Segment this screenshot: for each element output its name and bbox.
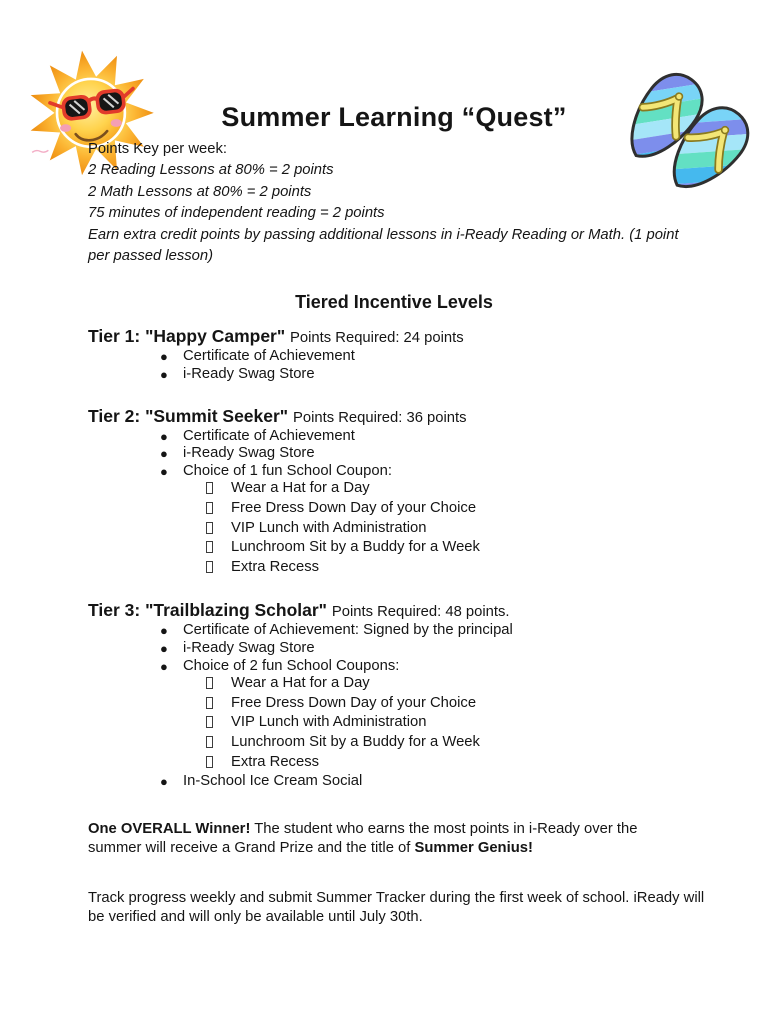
tier-1-name: Tier 1: "Happy Camper" — [88, 326, 286, 347]
coupon-label: Free Dress Down Day of your Choice — [231, 694, 477, 711]
list-item-label: Certificate of Achievement: Signed by the principal — [183, 622, 513, 639]
bullet-icon: ● — [160, 658, 168, 674]
bullet-icon: ● — [160, 446, 168, 462]
document-page — [88, 0, 708, 942]
missing-glyph-icon — [206, 695, 231, 715]
missing-glyph-icon — [206, 675, 231, 695]
tier-2-heading — [88, 406, 708, 428]
points-key-line: 2 Reading Lessons at 80% = 2 points — [88, 162, 334, 179]
bullet-icon: ● — [160, 463, 168, 479]
list-item-label: Certificate of Achievement — [183, 427, 355, 444]
tier-2-name: Tier 2: "Summit Seeker" — [88, 405, 289, 426]
sun-cheek-left — [60, 124, 71, 132]
tier-3-name: Tier 3: "Trailblazing Scholar" — [88, 600, 327, 621]
section-heading-tiered-incentive-levels: Tiered Incentive Levels — [295, 292, 493, 313]
coupon-list-item — [88, 520, 708, 540]
coupon-list-item — [88, 559, 708, 579]
coupon-list-item — [88, 539, 708, 559]
coupon-list-item — [88, 480, 708, 500]
list-item — [88, 640, 708, 658]
coupon-label: Wear a Hat for a Day — [231, 675, 370, 692]
tier-2-points-required: Points Required: 36 points — [292, 409, 467, 426]
points-key-line: Earn extra credit points by passing additional lessons in i-Ready Reading or Math. (1 point per passed lesson) — [88, 226, 679, 265]
coupon-label: Free Dress Down Day of your Choice — [231, 500, 477, 516]
points-key-line: 75 minutes of independent reading = 2 points — [88, 205, 385, 222]
bullet-icon: ● — [160, 640, 168, 656]
list-item — [88, 658, 708, 676]
coupon-label: Lunchroom Sit by a Buddy for a Week — [231, 539, 480, 556]
list-item-label: Choice of 2 fun School Coupons: — [183, 657, 400, 674]
overall-winner-lead: One OVERALL Winner! — [88, 820, 251, 837]
points-key-section — [88, 139, 703, 267]
tier-1-section — [88, 326, 708, 383]
coupon-list-item — [88, 754, 708, 774]
tier-1-heading — [88, 326, 708, 348]
missing-glyph-icon — [206, 734, 231, 754]
list-item — [88, 773, 708, 791]
list-item-label: i-Ready Swag Store — [183, 445, 315, 462]
coupon-list-item — [88, 695, 708, 715]
coupon-list-item — [88, 734, 708, 754]
watermark-squiggle — [32, 150, 48, 152]
tier-3-points-required: Points Required: 48 points. — [331, 604, 510, 621]
coupon-list-item — [88, 714, 708, 734]
missing-glyph-icon — [206, 500, 231, 520]
overall-winner-paragraph — [88, 820, 680, 858]
bullet-icon: ● — [160, 774, 168, 790]
list-item — [88, 622, 708, 640]
list-item-label: In-School Ice Cream Social — [183, 773, 363, 790]
coupon-list-item — [88, 675, 708, 695]
coupon-label: Extra Recess — [231, 753, 319, 770]
list-item-label: i-Ready Swag Store — [183, 639, 315, 656]
list-item — [88, 445, 708, 463]
missing-glyph-icon — [206, 539, 231, 559]
coupon-label: Wear a Hat for a Day — [231, 480, 370, 497]
missing-glyph-icon — [206, 520, 231, 540]
bullet-icon: ● — [160, 623, 168, 639]
tracker-note-paragraph: Track progress weekly and submit Summer Tracker during the first week of school. iReady will be verified and will only be available until July 30th. — [88, 889, 705, 925]
tier-1-points-required: Points Required: 24 points — [290, 330, 464, 347]
tier-2-section — [88, 406, 708, 579]
page-title: Summer Learning “Quest” — [221, 102, 567, 132]
list-item — [88, 348, 708, 366]
list-item — [88, 428, 708, 446]
bullet-icon: ● — [160, 349, 168, 365]
bullet-icon: ● — [160, 367, 168, 383]
overall-winner-middle: The student who earns the most points in i-Ready over the summer will receive a Grand Prize and the title of — [88, 820, 638, 856]
coupon-label: VIP Lunch with Administration — [231, 714, 427, 731]
tier-3-heading — [88, 600, 708, 622]
missing-glyph-icon — [206, 754, 231, 774]
bullet-icon: ● — [160, 428, 168, 444]
list-item-label: Choice of 1 fun School Coupon: — [183, 462, 392, 479]
coupon-list-item — [88, 500, 708, 520]
list-item — [88, 366, 708, 384]
points-key-line: 2 Math Lessons at 80% = 2 points — [88, 183, 312, 200]
list-item-label: i-Ready Swag Store — [183, 366, 315, 383]
missing-glyph-icon — [206, 559, 231, 579]
points-key-heading: Points Key per week: — [88, 141, 227, 157]
tier-3-section — [88, 600, 708, 790]
missing-glyph-icon — [206, 480, 231, 500]
list-item — [88, 463, 708, 481]
missing-glyph-icon — [206, 714, 231, 734]
list-item-label: Certificate of Achievement — [183, 348, 355, 365]
coupon-label: Lunchroom Sit by a Buddy for a Week — [231, 733, 480, 750]
coupon-label: Extra Recess — [231, 558, 319, 575]
coupon-label: VIP Lunch with Administration — [231, 519, 427, 536]
summer-genius-label: Summer Genius! — [414, 839, 533, 856]
